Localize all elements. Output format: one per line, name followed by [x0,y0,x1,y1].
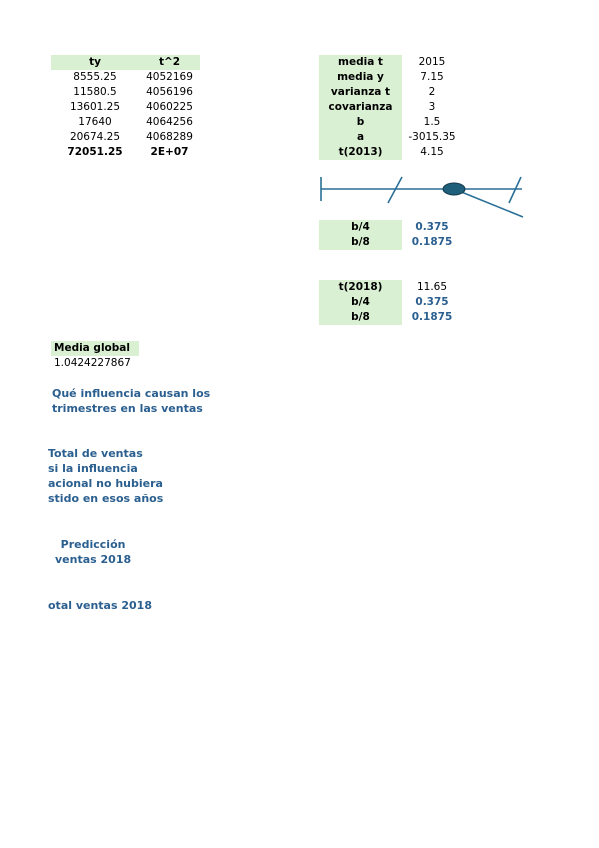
stats-row [319,295,462,310]
b-fractions-table [319,220,462,250]
question-total-2018: otal ventas 2018 [48,599,152,612]
totals-row [51,145,200,160]
media-global-label: Media global [51,341,139,356]
t2-cell: 4052169 [146,71,193,83]
stats-label: b/8 [319,235,402,250]
stats-row [319,85,462,100]
stats-value: -3015.35 [408,131,456,143]
stats-value: 0.1875 [411,236,453,248]
stats-row [319,70,462,85]
stats-label: a [319,130,402,145]
t-squared-header: t^2 [139,55,200,70]
t2-cell: 4068289 [146,131,193,143]
table-row [51,130,200,145]
media-global-value: 1.0424227867 [54,357,131,369]
stats-label: media t [319,55,402,70]
question-prediction-line: ventas 2018 [55,553,132,566]
stats-value: 11.65 [416,281,448,293]
stats-row [319,130,462,145]
stats-label: b/4 [319,295,402,310]
table-row [51,115,200,130]
t2-cell: 4060225 [146,101,193,113]
stats-label: t(2013) [319,145,402,160]
stats-value: 3 [428,101,436,113]
table-row [51,70,200,85]
ty-cell: 17640 [78,116,112,128]
stats-label: b/4 [319,220,402,235]
stats-value: 2 [428,86,436,98]
stats-value: 0.1875 [411,311,453,323]
t2-total: 2E+07 [150,146,189,158]
timeline-drawing [316,170,528,222]
stats-label: b/8 [319,310,402,325]
ty-header: ty [51,55,139,70]
stats-label: b [319,115,402,130]
stats-row [319,115,462,130]
t2-cell: 4064256 [146,116,193,128]
table-row [51,85,200,100]
stats-row [319,220,462,235]
question-total-sales: Total de ventas si la influencia acional no hubiera stido en esos años [48,447,164,505]
table-row [51,100,200,115]
stats-label: t(2018) [319,280,402,295]
question-prediction-line: Predicción [60,538,126,551]
ty-cell: 11580.5 [73,86,117,98]
stats-row [319,235,462,250]
stats-row [319,100,462,115]
stats-value: 0.375 [415,296,449,308]
stats-value: 4.15 [420,146,444,158]
stats-value: 2015 [418,56,446,68]
stats-value: 0.375 [415,221,449,233]
stats-label: covarianza [319,100,402,115]
ty-cell: 8555.25 [73,71,117,83]
stats-row [319,310,462,325]
question-prediction [55,537,131,567]
question-influence: Qué influencia causan los trimestres en las ventas [52,387,211,415]
ty-cell: 13601.25 [69,101,121,113]
prediction-table [319,280,462,325]
ty-cell: 20674.25 [69,131,121,143]
stats-row [319,280,462,295]
stats-label: media y [319,70,402,85]
ty-total: 72051.25 [67,146,123,158]
t2-cell: 4056196 [146,86,193,98]
stats-value: 1.5 [423,116,441,128]
stats-value: 7.15 [420,71,444,83]
stats-table [319,55,462,160]
left-table-body [51,70,200,160]
stats-label: varianza t [319,85,402,100]
stats-row [319,145,462,160]
stats-row [319,55,462,70]
